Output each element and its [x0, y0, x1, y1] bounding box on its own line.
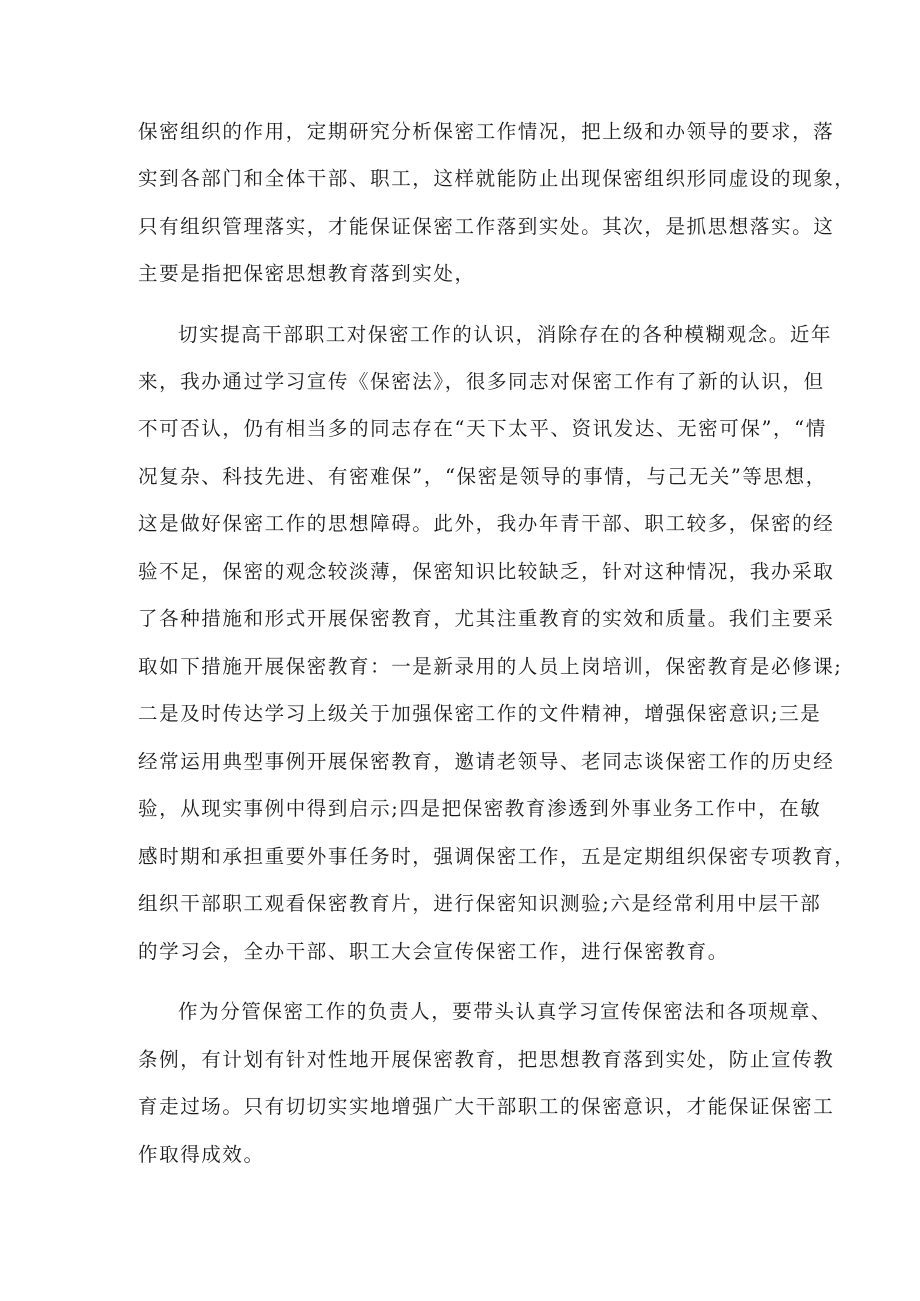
text-line: 只有组织管理落实，才能保证保密工作落到实处。其次，是抓思想落实。这 [138, 215, 835, 238]
text-line: 保密组织的作用，定期研究分析保密工作情况，把上级和办领导的要求，落 [138, 120, 835, 143]
text-line: 切实提高干部职工对保密工作的认识，消除存在的各种模糊观念。近年 [178, 323, 833, 346]
text-line: 取如下措施开展保密教育：一是新录用的人员上岗培训，保密教育是必修课; [138, 655, 843, 678]
text-line: 经常运用典型事例开展保密教育，邀请老领导、老同志谈保密工作的历史经 [138, 750, 835, 773]
text-line: 作为分管保密工作的负责人，要带头认真学习宣传保密法和各项规章、 [178, 1000, 833, 1023]
text-line: 主要是指把保密思想教育落到实处， [138, 262, 476, 285]
text-line: 组织干部职工观看保密教育片，进行保密知识测验;六是经常利用中层干部 [138, 892, 822, 915]
text-line: 作取得成效。 [138, 1143, 265, 1166]
text-line: 感时期和承担重要外事任务时，强调保密工作，五是定期组织保密专项教育， [138, 845, 856, 868]
text-line: 这是做好保密工作的思想障碍。此外，我办年青干部、职工较多，保密的经 [138, 512, 835, 535]
text-line: 二是及时传达学习上级关于加强保密工作的文件精神，增强保密意识;三是 [138, 702, 822, 725]
text-line: 育走过场。只有切切实实地增强广大干部职工的保密意识，才能保证保密工 [138, 1095, 835, 1118]
text-line: 来，我办通过学习宣传《保密法》，很多同志对保密工作有了新的认识，但 [138, 370, 825, 393]
text-line: 实到各部门和全体干部、职工，这样就能防止出现保密组织形同虚设的现象， [138, 167, 856, 190]
text-line: 验不足，保密的观念较淡薄，保密知识比较缺乏，针对这种情况，我办采取 [138, 560, 835, 583]
text-line: 验，从现实事例中得到启示;四是把保密教育渗透到外事业务工作中，在敏 [138, 797, 822, 820]
text-line: 况复杂、科技先进、有密难保”，“保密是领导的事情，与己无关”等思想， [138, 465, 827, 488]
text-line: 不可否认，仍有相当多的同志存在“天下太平、资讯发达、无密可保”，“情 [138, 417, 827, 440]
text-line: 的学习会，全办干部、职工大会宣传保密工作，进行保密教育。 [138, 940, 729, 963]
text-line: 了各种措施和形式开展保密教育，尤其注重教育的实效和质量。我们主要采 [138, 607, 835, 630]
text-line: 条例，有计划有针对性地开展保密教育，把思想教育落到实处，防止宣传教 [138, 1048, 835, 1071]
